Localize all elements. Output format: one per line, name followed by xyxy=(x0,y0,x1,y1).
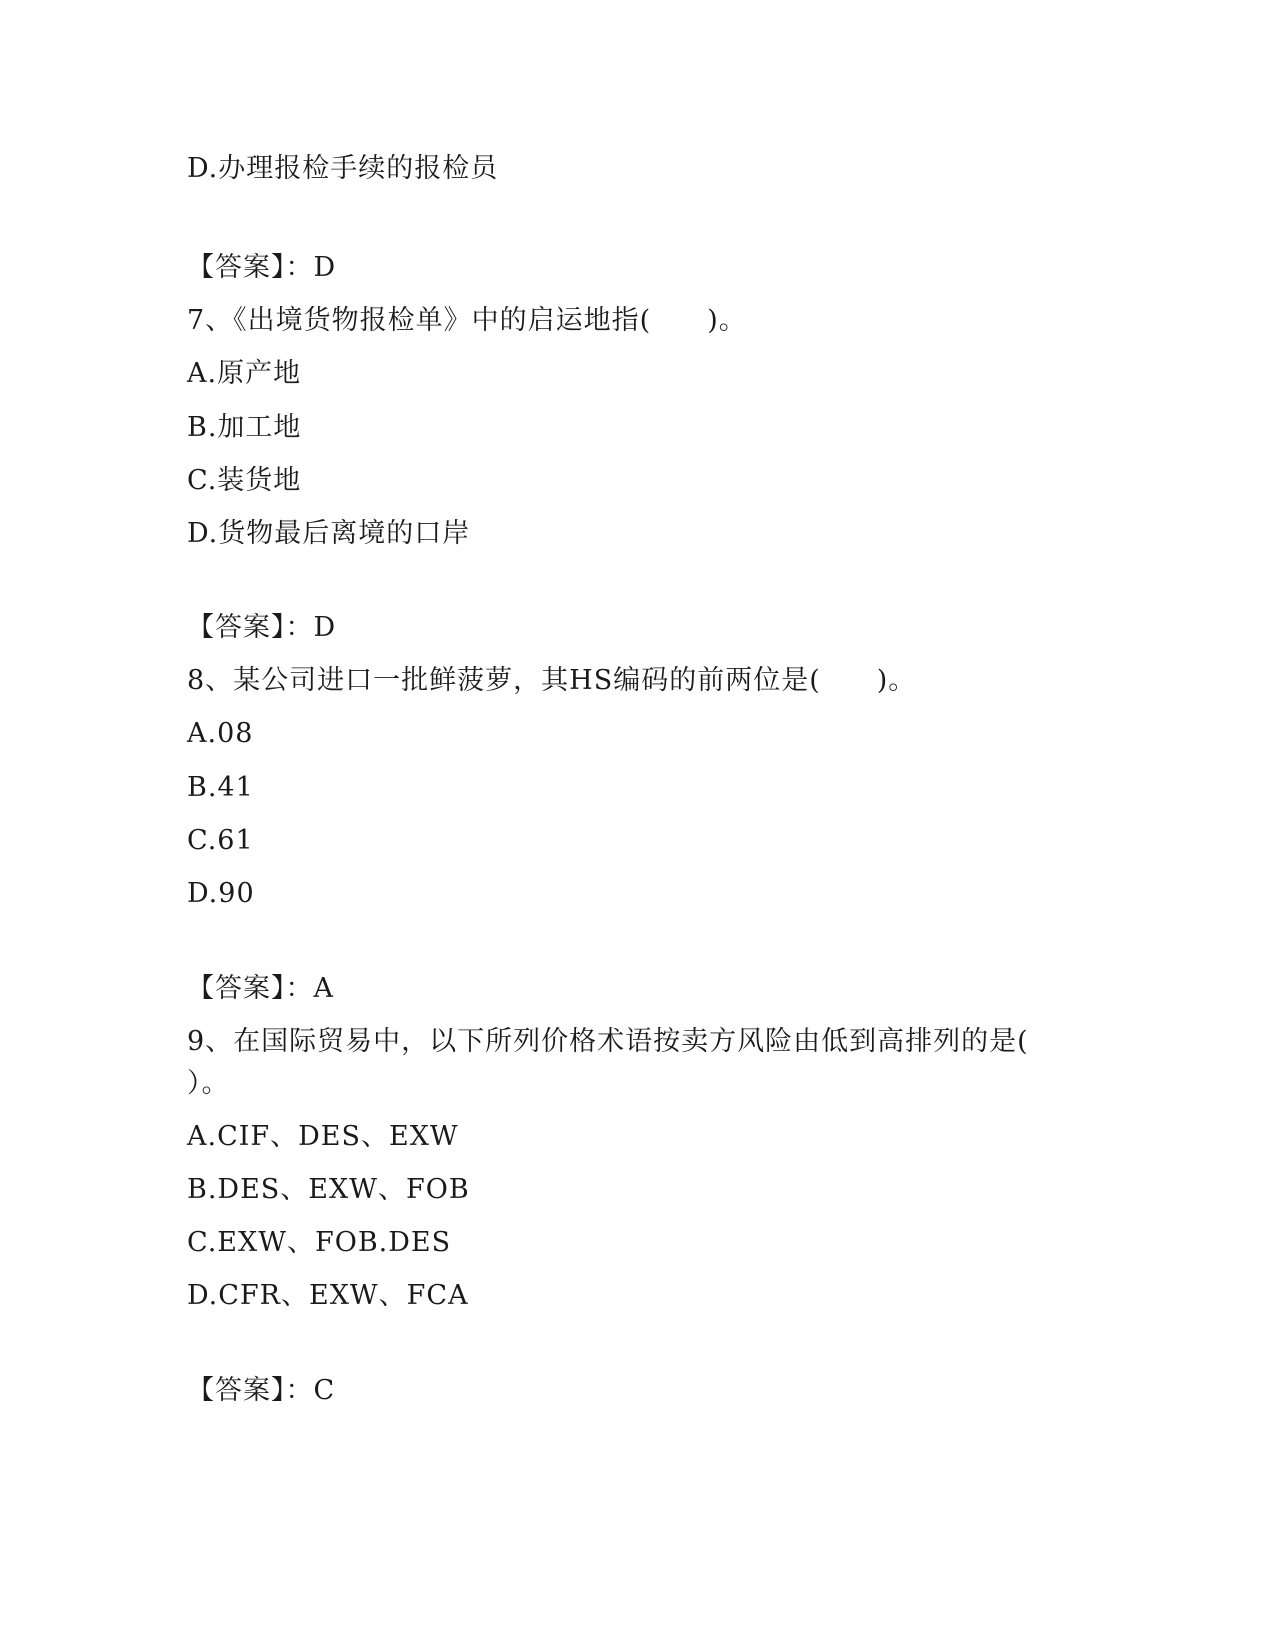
q8-option-a: A.08 xyxy=(187,718,254,749)
q8-option-b: B.41 xyxy=(187,772,254,803)
q7-option-b: B.加工地 xyxy=(187,412,302,443)
q8-option-c: C.61 xyxy=(187,825,254,856)
q8-option-d: D.90 xyxy=(187,878,255,909)
q6-answer: 【答案】：D xyxy=(187,252,337,283)
q9-option-c: C.EXW、FOB.DES xyxy=(187,1227,452,1258)
q7-option-c: C.装货地 xyxy=(187,465,302,496)
q7-answer: 【答案】：D xyxy=(187,612,337,643)
q9-question: 9、在国际贸易中，以下所列价格术语按卖方风险由低到高排列的是( xyxy=(187,1026,1029,1057)
q8-question: 8、某公司进口一批鲜菠萝，其HS编码的前两位是( )。 xyxy=(187,665,917,696)
q9-option-d: D.CFR、EXW、FCA xyxy=(187,1280,469,1311)
q9-answer: 【答案】：C xyxy=(187,1375,336,1406)
q9-question-continued: ）。 xyxy=(187,1068,230,1099)
q7-question: 7、《出境货物报检单》中的启运地指( )。 xyxy=(187,305,747,336)
q7-option-a: A.原产地 xyxy=(187,358,302,389)
q9-option-a: A.CIF、DES、EXW xyxy=(187,1121,459,1152)
q6-option-d: D.办理报检手续的报检员 xyxy=(187,153,499,184)
q9-option-b: B.DES、EXW、FOB xyxy=(187,1174,470,1205)
q8-answer: 【答案】：A xyxy=(187,973,334,1004)
q7-option-d: D.货物最后离境的口岸 xyxy=(187,518,471,549)
